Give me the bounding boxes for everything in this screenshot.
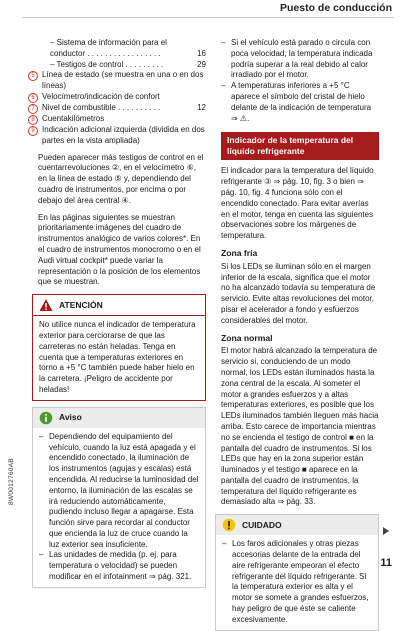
- header-rule: [22, 17, 394, 18]
- dash-marker: –: [39, 550, 44, 560]
- callout-number: 6: [28, 93, 38, 103]
- legend-item: [28, 70, 206, 92]
- warning-header: [33, 295, 205, 316]
- list-item: [221, 81, 379, 124]
- document-code: 8W0012760AB: [8, 457, 15, 505]
- legend-item: [28, 114, 206, 125]
- paragraph: Si los LEDs se iluminan sólo en el margen inferior de la escala, significa que el motor no ha alcanzado todavía su temperatura de servicio. Evite altas revoluciones del motor, pisar el acelerador a fondo y esfuerzos considerables del motor.: [221, 261, 376, 325]
- list-item: [221, 38, 379, 81]
- toc-page: 16: [197, 48, 206, 58]
- note-title: Aviso: [59, 412, 82, 423]
- caution-item: [222, 539, 372, 625]
- callout-number: 8: [28, 115, 38, 125]
- callout-number: 5: [28, 71, 38, 81]
- section-title: Puesto de conducción: [279, 2, 392, 14]
- caution-text: Los faros adicionales y otras piezas accesorias delante de la entrada del aire refrigerante empeoran el efecto refrigerante del líquido refrigerante. Si la temperatura exterior es alta y el motor se somete a grandes esfuerzos, hay peligro de que éste se caliente excesivamente.: [232, 539, 369, 624]
- dash-marker: –: [222, 539, 227, 549]
- section-heading: Indicador de la temperatura del líquido refrigerante: [221, 132, 379, 160]
- caution-icon: [222, 518, 236, 532]
- note-text: Las unidades de medida (p. ej. para temperatura o velocidad) se pueden modificar en el infotainment ⇒ pág. 321.: [49, 550, 192, 582]
- toc-line: [50, 60, 206, 71]
- legend-text: Indicación adicional izquierda (dividida en dos partes en la vista ampliada): [42, 124, 205, 145]
- legend-item: [28, 92, 206, 103]
- page-number: 11: [380, 557, 392, 569]
- dash-marker: –: [39, 431, 44, 441]
- legend-text: Velocímetro/indicación de confort: [42, 91, 160, 101]
- legend-text: Línea de estado (se muestra en una o en dos líneas): [42, 70, 204, 91]
- subheading: Zona fría: [221, 247, 258, 258]
- right-column: [221, 38, 379, 631]
- legend-item: [28, 103, 206, 114]
- warning-triangle-icon: [39, 298, 53, 312]
- paragraph: En las páginas siguientes se muestran prioritariamente imágenes del cuadro de instrumentos analógico de varios colores*. En el cuadro de instrumentos monocromo o en el Audi virtual cockpit* puede variar la representación o la posición de los elementos que se muestran.: [38, 212, 201, 287]
- caution-body: [216, 535, 378, 629]
- dash-marker: –: [221, 81, 226, 91]
- note-body: [33, 428, 205, 587]
- callout-number: 9: [28, 126, 38, 136]
- callout-number: 7: [28, 104, 38, 114]
- note-box: [32, 407, 206, 588]
- caution-title: CUIDADO: [242, 519, 282, 530]
- continue-arrow-icon: [383, 527, 389, 535]
- paragraph: Pueden aparecer más testigos de control en el cuentarrevoluciones ②, en el velocímetro ⑥, en la línea de estado ⑤ y, dependiendo del cuadro de instrumentos, por encima o por debajo del área central ④.: [38, 152, 204, 205]
- note-header: [33, 408, 205, 428]
- caution-header: [216, 515, 378, 535]
- legend-text: Cuentakilómetros: [42, 113, 105, 123]
- page-header: [0, 0, 416, 16]
- warning-box: [32, 294, 206, 401]
- note-item: [39, 432, 199, 551]
- note-text: Dependiendo del equipamiento del vehículo, cuando la luz está apagada y el encendido conectado, la iluminación de los instrumentos (agujas y escalas) está encendida. Al reducirse la luminosidad del entorno, la iluminación de las escalas se irá reduciendo automáticamente, pudiendo incluso llegar a apagarse. Esta función sirve para recordar al conductor que encienda la luz de cruce cuando la luz exterior sea insuficiente.: [49, 431, 199, 549]
- warning-title: ATENCIÓN: [59, 299, 103, 310]
- paragraph: El motor habrá alcanzado la temperatura de servicio si, conduciendo de un modo normal, los LEDs están iluminados hasta la zona central de la escala. Al someter el motor a grandes esfuerzos y a altas temperaturas exteriores, es posible que los LEDs iluminados también lleguen más hacia arriba. Esto carece de importancia mientras no se encienda el testigo de control ■ en la pantalla del cuadro de instrumentos. Si los LEDs que hay en la zona superior están iluminados y el testigo ■ aparece en la pantalla del cuadro de instrumentos, la temperatura del líquido refrigerante es demasiado alta ⇒ pág. 33.: [221, 346, 379, 507]
- caution-box: [215, 514, 379, 630]
- subheading: Zona normal: [221, 332, 273, 343]
- list-text: Si el vehículo está parado o circula con poca velocidad, la temperatura indicada podría superar a la real debido al calor irradiado por el motor.: [231, 38, 373, 80]
- legend-item: [28, 125, 206, 147]
- legend-text: Nivel de combustible . . . . . . . . . .: [42, 102, 161, 112]
- note-item: [39, 550, 199, 582]
- legend-page: 12: [197, 102, 206, 112]
- toc-text: – Sistema de información para el conductor . . . . . . . . . . . . . . . . .: [50, 38, 167, 58]
- toc-page: 29: [197, 59, 206, 69]
- dash-marker: –: [221, 38, 226, 47]
- toc-text: – Testigos de control . . . . . . . . .: [50, 59, 164, 69]
- info-icon: [39, 411, 53, 425]
- paragraph: El indicador para la temperatura del líquido refrigerante ③ ⇒ pág. 10, fig. 3 o bien ⇒ pág. 10, fig. 4 funciona sólo con el encendido conectado. Para evitar averías en el motor, tenga en cuenta las siguientes observaciones sobre los márgenes de temperatura.: [221, 166, 374, 241]
- toc-line: [50, 38, 206, 60]
- list-text: A temperaturas inferiores a +5 °C aparece el símbolo del cristal de hielo delante de la indicación de temperatura ⇒ ⚠.: [231, 81, 372, 123]
- left-column: [31, 38, 206, 588]
- warning-text: No utilice nunca el indicador de temperatura exterior para cerciorarse de que las carreteras no están heladas. Tenga en cuenta que a temperaturas exteriores en torno a +5 °C también puede haber hielo en la carretera. ¡Peligro de accidente por heladas!: [39, 320, 196, 394]
